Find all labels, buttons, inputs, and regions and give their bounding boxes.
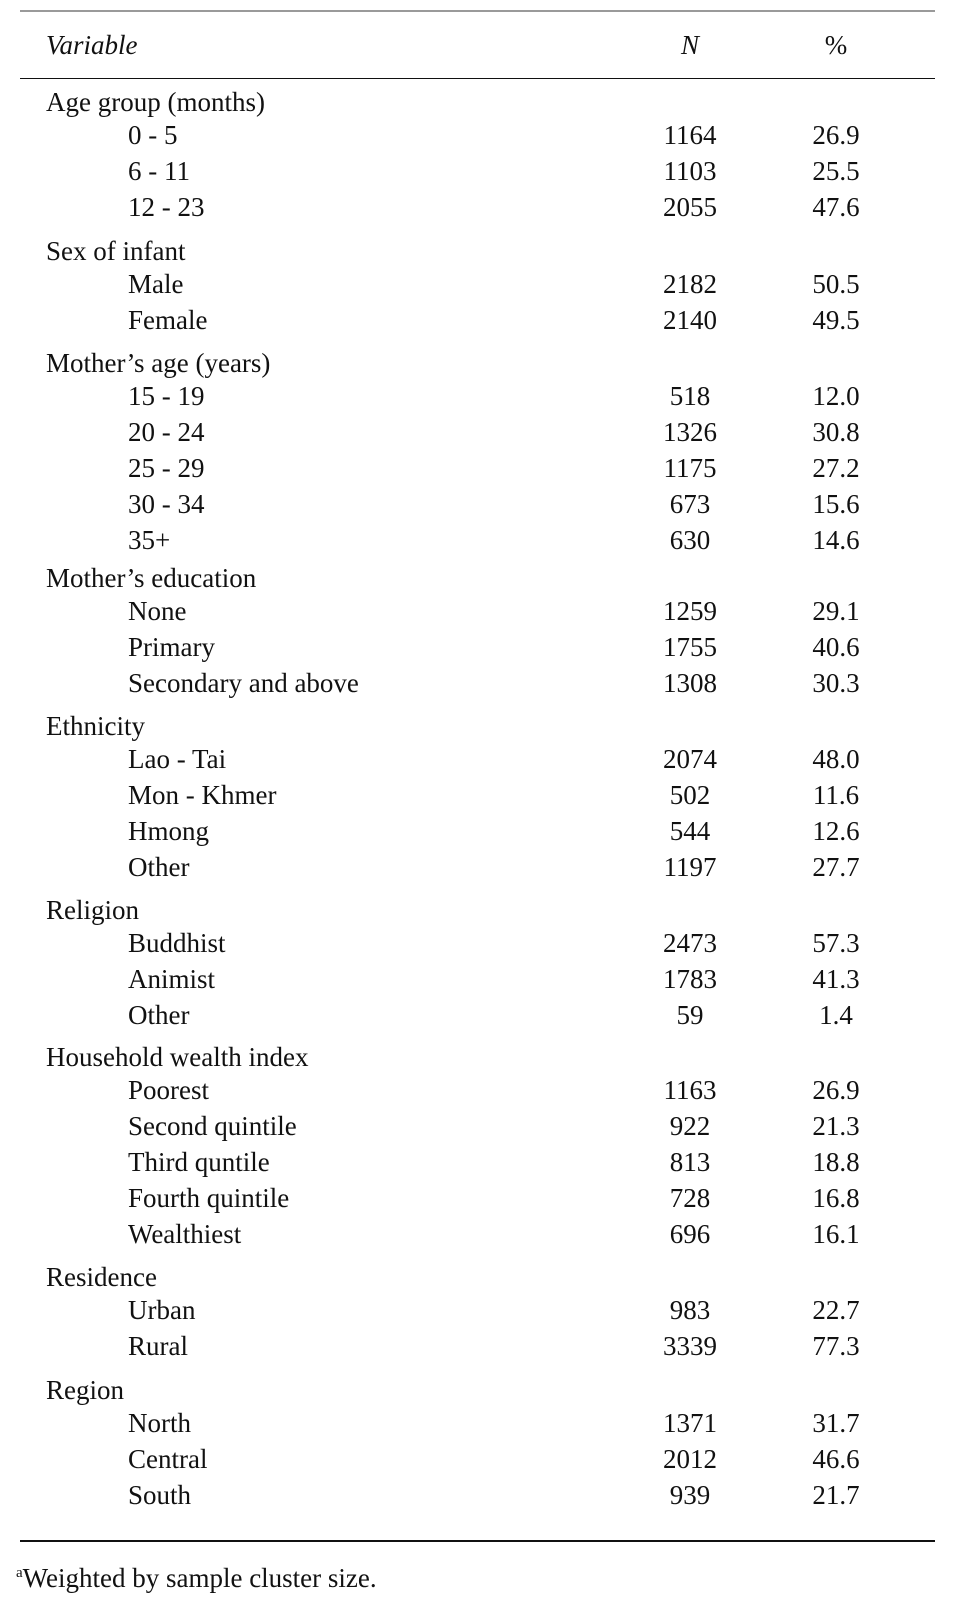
row-percent-value: 50.5 <box>812 269 860 299</box>
row-label: Mon - Khmer <box>128 779 277 810</box>
row-percent-value: 77.3 <box>812 1330 860 1361</box>
bottom-rule <box>20 1540 935 1542</box>
row-label: Secondary and above <box>128 667 359 698</box>
row-percent-value: 30.3 <box>812 667 860 698</box>
category-label: Mother’s age (years) <box>46 348 271 378</box>
row-n-value: 1164 <box>663 120 717 150</box>
row-n-value: 983 <box>669 1295 711 1325</box>
row-n-value: 1755 <box>663 631 717 662</box>
row-percent-value: 14.6 <box>812 524 860 555</box>
header-rule <box>20 78 935 79</box>
category-label: Sex of infant <box>46 236 186 266</box>
row-label: Poorest <box>128 1075 209 1105</box>
header-n: N <box>680 30 699 60</box>
row-percent-value: 40.6 <box>812 631 860 662</box>
row-label: 6 - 11 <box>128 155 190 186</box>
row-label: North <box>128 1408 191 1438</box>
row-n-value: 518 <box>669 381 711 411</box>
footnote-marker: a <box>16 1565 23 1581</box>
row-n-value: 1308 <box>663 667 717 698</box>
row-percent-value: 29.1 <box>812 596 860 626</box>
row-label: None <box>128 596 187 626</box>
category-label: Religion <box>46 895 139 925</box>
row-n-value: 3339 <box>663 1330 717 1361</box>
footnote <box>16 1561 377 1595</box>
row-label: Fourth quintile <box>128 1182 290 1213</box>
row-percent-value: 1.4 <box>819 999 853 1030</box>
category-label: Age group (months) <box>46 87 265 117</box>
category-label: Household wealth index <box>46 1042 309 1072</box>
row-percent-value: 12.6 <box>812 815 860 846</box>
row-percent-value: 41.3 <box>812 963 860 994</box>
row-n-value: 1259 <box>663 596 717 626</box>
row-percent-value: 46.6 <box>812 1443 860 1474</box>
row-label: Rural <box>128 1330 188 1361</box>
row-label: 25 - 29 <box>128 452 205 483</box>
row-percent-value: 21.7 <box>812 1479 860 1510</box>
row-percent-value: 21.3 <box>812 1110 860 1141</box>
row-label: 20 - 24 <box>128 416 205 447</box>
row-percent-value: 15.6 <box>812 488 860 519</box>
row-n-value: 1175 <box>663 452 717 483</box>
row-n-value: 813 <box>669 1146 711 1177</box>
row-n-value: 1197 <box>663 851 717 882</box>
row-n-value: 673 <box>669 488 711 519</box>
row-n-value: 2473 <box>663 928 717 958</box>
row-percent-value: 11.6 <box>812 779 860 810</box>
row-n-value: 544 <box>669 815 711 846</box>
row-label: Animist <box>128 963 216 994</box>
row-percent-value: 16.1 <box>812 1218 860 1249</box>
row-n-value: 630 <box>669 524 711 555</box>
header-percent: % <box>824 30 848 60</box>
row-percent-value: 12.0 <box>812 381 860 411</box>
row-n-value: 2182 <box>663 269 717 299</box>
category-label: Residence <box>46 1262 157 1292</box>
row-n-value: 2055 <box>663 191 717 222</box>
row-percent-value: 30.8 <box>812 416 860 447</box>
row-label: Wealthiest <box>128 1218 242 1249</box>
top-rule <box>20 10 935 12</box>
row-label: South <box>128 1479 192 1510</box>
row-label: Other <box>128 851 190 882</box>
row-percent-value: 26.9 <box>812 1075 860 1105</box>
row-percent-value: 22.7 <box>812 1295 860 1325</box>
row-percent-value: 57.3 <box>812 928 860 958</box>
row-label: Third quntile <box>128 1146 270 1177</box>
row-label: Buddhist <box>128 928 226 958</box>
row-percent-value: 16.8 <box>812 1182 860 1213</box>
row-label: Other <box>128 999 190 1030</box>
category-label: Region <box>46 1375 124 1405</box>
row-label: Male <box>128 269 184 299</box>
row-n-value: 1371 <box>663 1408 717 1438</box>
row-n-value: 502 <box>669 779 711 810</box>
footnote-text: Weighted by sample cluster size. <box>22 1563 377 1593</box>
row-percent-value: 31.7 <box>812 1408 860 1438</box>
row-label: Primary <box>128 631 215 662</box>
row-n-value: 1103 <box>663 155 717 186</box>
row-percent-value: 27.2 <box>812 452 860 483</box>
row-label: 35+ <box>128 524 171 555</box>
row-percent-value: 25.5 <box>812 155 860 186</box>
row-label: 0 - 5 <box>128 120 178 150</box>
row-label: Second quintile <box>128 1110 297 1141</box>
row-n-value: 2140 <box>663 304 717 335</box>
row-percent-value: 48.0 <box>812 744 860 774</box>
row-label: Central <box>128 1443 208 1474</box>
row-n-value: 1326 <box>663 416 717 447</box>
row-label: Lao - Tai <box>128 744 227 774</box>
row-n-value: 1783 <box>663 963 717 994</box>
header-variable: Variable <box>46 30 138 60</box>
row-percent-value: 18.8 <box>812 1146 860 1177</box>
row-n-value: 939 <box>669 1479 711 1510</box>
row-percent-value: 26.9 <box>812 120 860 150</box>
category-label: Mother’s education <box>46 563 257 593</box>
row-label: Female <box>128 304 208 335</box>
row-n-value: 696 <box>669 1218 711 1249</box>
row-label: 12 - 23 <box>128 191 205 222</box>
row-n-value: 1163 <box>663 1075 717 1105</box>
row-percent-value: 47.6 <box>812 191 860 222</box>
category-label: Ethnicity <box>46 711 145 741</box>
row-percent-value: 49.5 <box>812 304 860 335</box>
row-n-value: 922 <box>669 1110 711 1141</box>
row-n-value: 2012 <box>663 1443 717 1474</box>
row-label: Urban <box>128 1295 196 1325</box>
row-label: Hmong <box>128 815 209 846</box>
row-label: 30 - 34 <box>128 488 205 519</box>
row-n-value: 59 <box>676 999 704 1030</box>
row-n-value: 728 <box>669 1182 711 1213</box>
row-label: 15 - 19 <box>128 381 205 411</box>
row-percent-value: 27.7 <box>812 851 860 882</box>
row-n-value: 2074 <box>663 744 717 774</box>
